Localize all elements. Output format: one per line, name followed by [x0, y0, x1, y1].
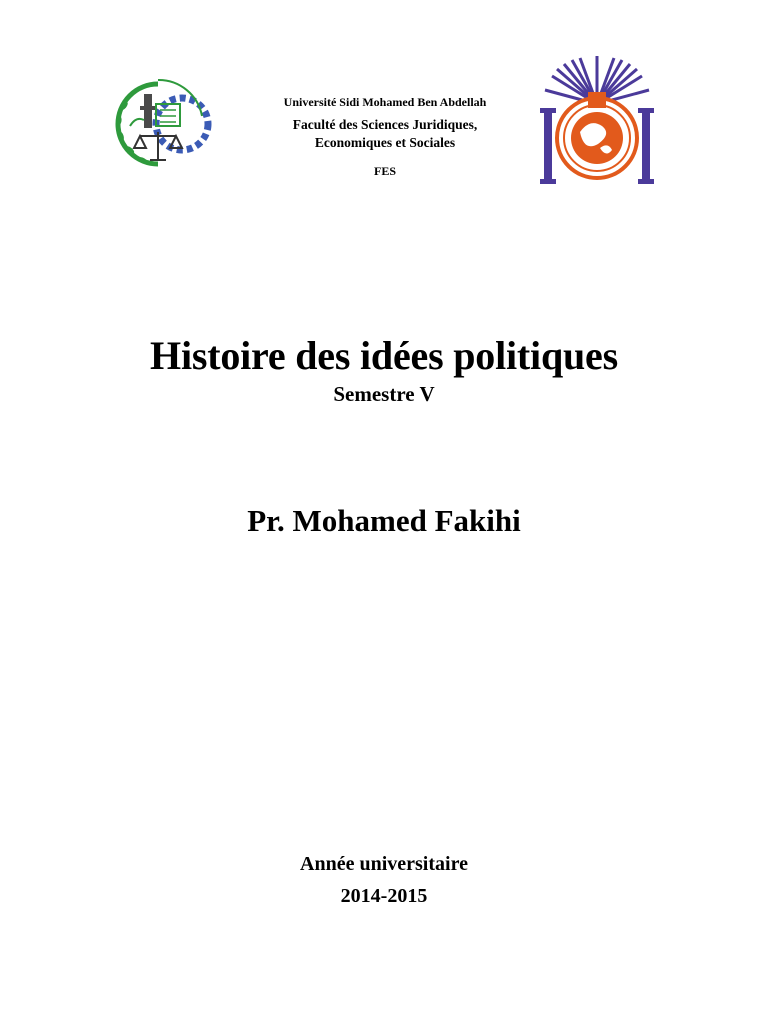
scales-icon — [134, 132, 182, 160]
city-name: FES — [373, 164, 396, 178]
author-name: Pr. Mohamed Fakihi — [247, 503, 521, 538]
document-title: Histoire des idées politiques — [150, 333, 618, 378]
gear-icon — [156, 98, 208, 150]
academic-year-label: Année universitaire — [300, 853, 468, 875]
university-name: Université Sidi Mohamed Ben Abdellah — [283, 95, 487, 109]
semester-label: Semestre V — [333, 382, 435, 406]
seal-emblem-icon — [557, 92, 637, 178]
faculty-name-line1: Faculté des Sciences Juridiques, — [292, 117, 478, 132]
faculty-law-logo — [110, 76, 212, 172]
academic-year-value: 2014-2015 — [340, 885, 428, 907]
university-seal — [540, 52, 654, 184]
faculty-name-line2: Economiques et Sociales — [314, 135, 456, 150]
